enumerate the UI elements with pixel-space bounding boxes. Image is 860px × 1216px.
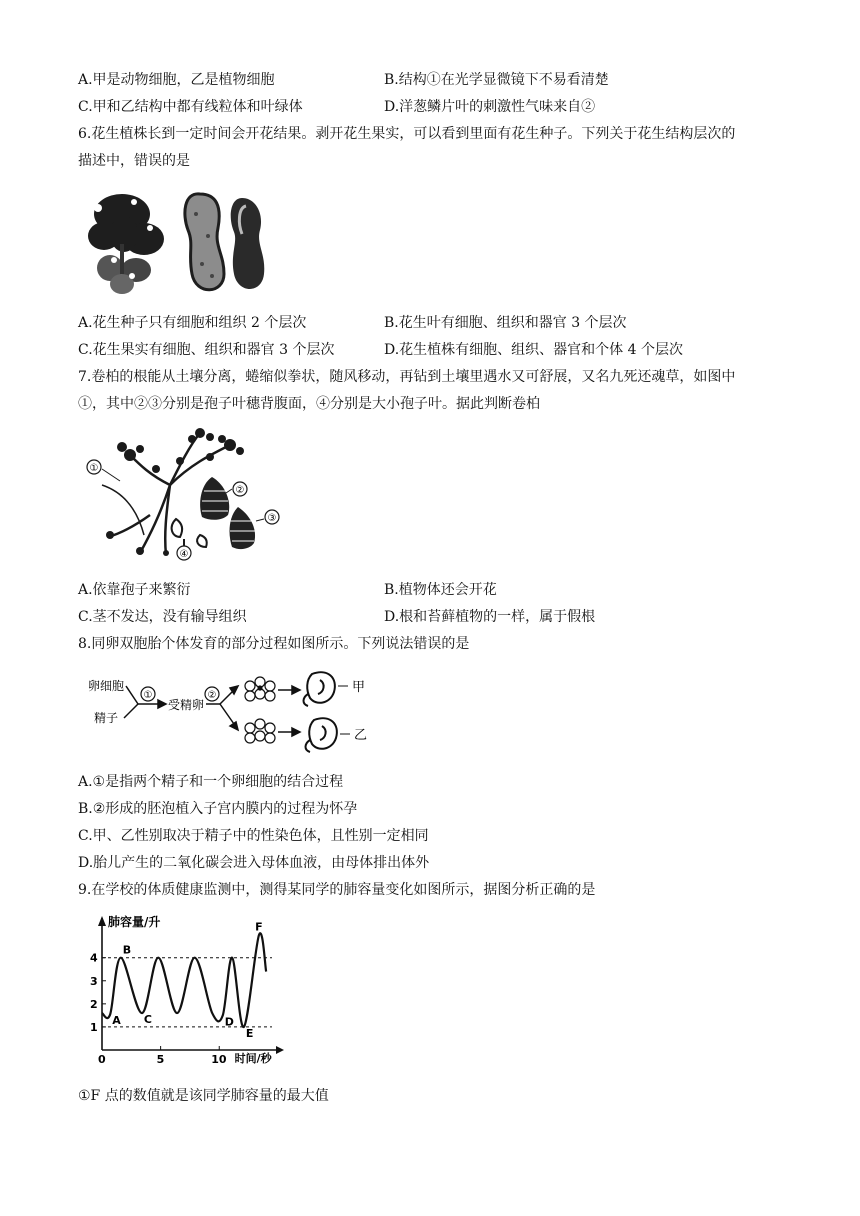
peanut-plant-image — [88, 194, 164, 294]
twin-development-figure — [80, 664, 380, 760]
q8-option-c: C.甲、乙性别取决于精子中的性染色体，且性别一定相同 — [78, 828, 429, 844]
x-tick-label: 0 — [98, 1053, 106, 1066]
callout-3: ③ — [267, 513, 277, 524]
point-label-f: F — [255, 920, 263, 934]
y-tick-label: 1 — [90, 1020, 98, 1034]
y-tick-label: 4 — [90, 951, 98, 965]
fetus-yi-label: 乙 — [354, 728, 368, 743]
selaginella-figure — [80, 425, 290, 565]
q9-statement-1: ①F 点的数值就是该同学肺容量的最大值 — [78, 1088, 329, 1104]
x-tick-label: 10 — [211, 1053, 227, 1066]
y-tick-label: 3 — [90, 974, 98, 988]
q7-stem-line1: 7.卷柏的根能从土壤分离，蜷缩似拳状，随风移动，再钻到土壤里遇水又可舒展，又名九死还魂草，如图中 — [78, 369, 736, 385]
q6-option-c: C.花生果实有细胞、组织和器官 3 个层次 — [78, 342, 335, 358]
embryo-ball-bottom — [245, 719, 275, 743]
lung-volume-chart — [80, 910, 310, 1070]
embryo-ball-top — [245, 677, 275, 701]
callout-2: ② — [235, 485, 245, 496]
egg-cell-label: 卵细胞 — [88, 679, 125, 693]
sporophyll-spike-ventral — [230, 507, 256, 549]
sporophyll-small — [172, 519, 207, 551]
y-axis-label: 肺容量/升 — [108, 915, 161, 929]
q8-option-b: B.②形成的胚泡植入子宫内膜内的过程为怀孕 — [78, 801, 358, 817]
y-tick-label: 2 — [90, 997, 98, 1011]
point-label-e: E — [245, 1026, 254, 1040]
point-label-c: C — [143, 1013, 152, 1027]
q6-stem-line2: 描述中，错误的是 — [78, 153, 190, 169]
q7-option-a: A.依靠孢子来繁衍 — [78, 582, 191, 598]
q9-stem: 9.在学校的体质健康监测中，测得某同学的肺容量变化如图所示，据图分析正确的是 — [78, 882, 596, 898]
fetus-jia-label: 甲 — [352, 680, 366, 695]
q5-option-c: C.甲和乙结构中都有线粒体和叶绿体 — [78, 99, 303, 115]
q7-option-d: D.根和苔藓植物的一样，属于假根 — [384, 609, 596, 625]
q7-stem-line2: ①，其中②③分别是孢子叶穗背腹面，④分别是大小孢子叶。据此判断卷柏 — [78, 396, 540, 412]
q6-option-b: B.花生叶有细胞、组织和器官 3 个层次 — [384, 315, 627, 331]
x-axis-arrow — [276, 1046, 284, 1054]
point-label-d: D — [224, 1015, 234, 1029]
sperm-label: 精子 — [94, 711, 119, 725]
q8-option-a: A.①是指两个精子和一个卵细胞的结合过程 — [78, 774, 344, 790]
q7-option-b: B.植物体还会开花 — [384, 582, 497, 598]
zygote-label: 受精卵 — [168, 698, 205, 712]
q5-option-d: D.洋葱鳞片叶的刺激性气味来自② — [384, 99, 596, 115]
q6-stem-line1: 6.花生植株长到一定时间会开花结果。剥开花生果实，可以看到里面有花生种子。下列关于花生结构层次的 — [78, 126, 736, 142]
step-1-label: ① — [143, 690, 153, 701]
q6-option-d: D.花生植株有细胞、组织、器官和个体 4 个层次 — [384, 342, 683, 358]
q5-option-b: B.结构①在光学显微镜下不易看清楚 — [384, 72, 609, 88]
callout-1: ① — [89, 463, 99, 474]
fetus-yi-image — [306, 718, 337, 752]
callout-4: ④ — [179, 549, 189, 560]
step-2-label: ② — [207, 690, 217, 701]
q6-option-a: A.花生种子只有细胞和组织 2 个层次 — [78, 315, 307, 331]
peanut-seed-image — [231, 198, 265, 289]
peanut-pod-image — [185, 194, 224, 290]
q8-stem: 8.同卵双胞胎个体发育的部分过程如图所示。下列说法错误的是 — [78, 636, 470, 652]
point-label-b: B — [122, 943, 132, 957]
fetus-jia-image — [304, 672, 335, 706]
q5-option-a: A.甲是动物细胞，乙是植物细胞 — [78, 72, 275, 88]
point-label-a: A — [112, 1014, 121, 1028]
q7-option-c: C.茎不发达，没有输导组织 — [78, 609, 247, 625]
sporophyll-spike-dorsal — [200, 477, 229, 520]
q8-option-d: D.胎儿产生的二氧化碳会进入母体血液，由母体排出体外 — [78, 855, 430, 871]
x-tick-label: 5 — [156, 1053, 165, 1066]
y-axis-arrow — [98, 916, 106, 926]
peanut-figure — [84, 184, 274, 302]
x-axis-label: 时间/秒 — [234, 1052, 272, 1065]
